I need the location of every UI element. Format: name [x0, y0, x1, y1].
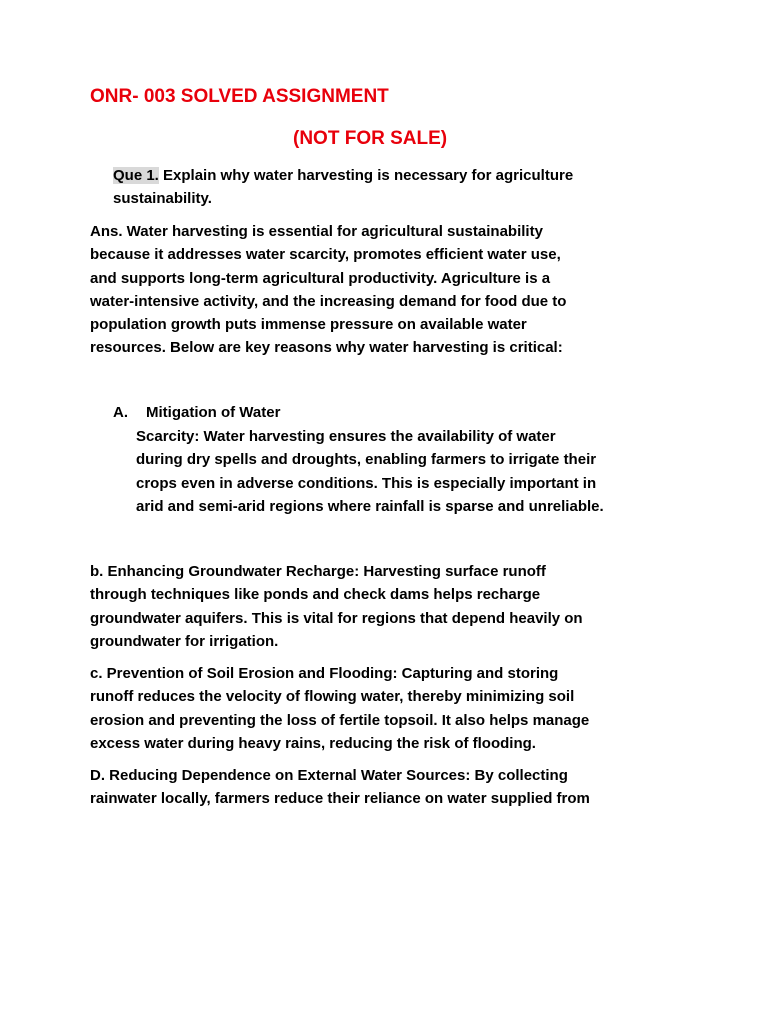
list-item-line: during dry spells and droughts, enabling farmers to irrigate their — [136, 451, 597, 469]
list-item-a-body — [136, 425, 604, 518]
list-item-line: c. Prevention of Soil Erosion and Flooding: Capturing and storing — [90, 665, 559, 682]
answer-line: and supports long-term agricultural productivity. Agriculture is a — [90, 269, 551, 287]
question-text: Explain why water harvesting is necessary for agriculture — [158, 167, 574, 184]
list-item-line: groundwater aquifers. This is vital for regions that depend heavily on — [90, 609, 583, 627]
document-subtitle: (NOT FOR SALE) — [293, 128, 448, 149]
list-item-line: groundwater for irrigation. — [90, 632, 279, 650]
list-item-line: excess water during heavy rains, reducing the risk of flooding. — [90, 734, 536, 752]
answer-line: resources. Below are key reasons why water harvesting is critical: — [90, 339, 563, 357]
question-line — [113, 164, 573, 187]
list-item-line: rainwater locally, farmers reduce their reliance on water supplied from — [90, 790, 590, 808]
list-item-line: crops even in adverse conditions. This is especially important in — [136, 474, 597, 492]
answer-line: population growth puts immense pressure on available water — [90, 316, 527, 334]
question-label: Que 1. — [113, 167, 159, 184]
list-item-line: arid and semi-arid regions where rainfall is sparse and unreliable. — [136, 497, 604, 515]
answer-line: water-intensive activity, and the increasing demand for food due to — [90, 292, 567, 310]
list-item-b — [90, 560, 583, 653]
list-item-heading: Mitigation of Water — [146, 404, 281, 421]
list-marker: A. — [113, 404, 128, 421]
list-item-d — [90, 764, 590, 811]
document-title: ONR- 003 SOLVED ASSIGNMENT — [90, 86, 389, 107]
question-line: sustainability. — [113, 190, 212, 208]
list-item-line: erosion and preventing the loss of fertile topsoil. It also helps manage — [90, 711, 590, 729]
list-item-a-heading — [113, 401, 280, 424]
list-item-line: b. Enhancing Groundwater Recharge: Harvesting surface runoff — [90, 563, 546, 580]
answer-paragraph — [90, 220, 566, 360]
list-item-line: Scarcity: Water harvesting ensures the availability of water — [136, 428, 556, 445]
question-1 — [113, 164, 573, 211]
answer-line: because it addresses water scarcity, promotes efficient water use, — [90, 246, 561, 264]
list-item-line: through techniques like ponds and check dams helps recharge — [90, 586, 541, 604]
answer-line: Ans. Water harvesting is essential for agricultural sustainability — [90, 223, 543, 240]
list-item-line: runoff reduces the velocity of flowing water, thereby minimizing soil — [90, 688, 575, 706]
list-item-line: D. Reducing Dependence on External Water Sources: By collecting — [90, 767, 568, 784]
list-item-c — [90, 662, 589, 755]
